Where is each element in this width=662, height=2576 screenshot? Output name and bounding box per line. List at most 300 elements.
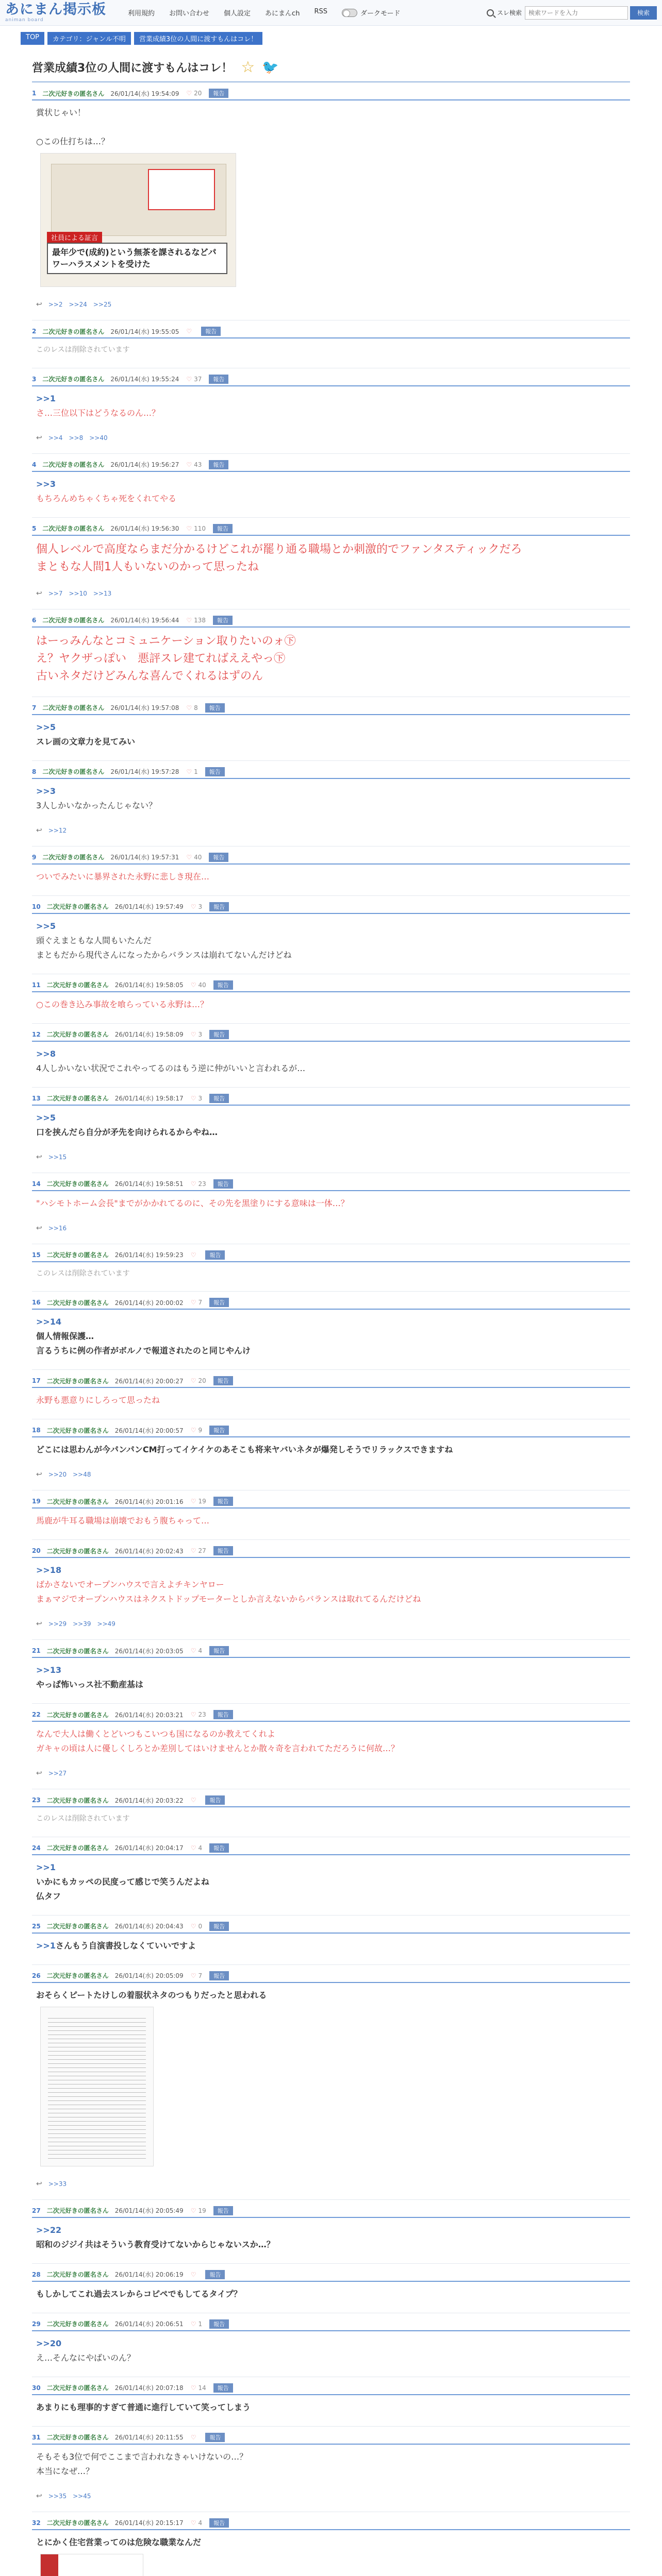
- post-date: 26/01/14(水) 19:57:28: [110, 768, 179, 776]
- heart-icon[interactable]: ♡: [190, 1498, 196, 1505]
- favorite-star-icon[interactable]: ☆: [241, 58, 255, 76]
- reply-link[interactable]: >>24: [69, 301, 87, 308]
- post-number[interactable]: 2: [32, 328, 37, 335]
- heart-icon[interactable]: ♡: [190, 2384, 196, 2392]
- report-button[interactable]: 報告: [209, 2518, 229, 2528]
- reply-icon: ↩: [36, 1769, 42, 1778]
- twitter-share-icon[interactable]: 🐦: [262, 59, 279, 75]
- post-number[interactable]: 6: [32, 616, 37, 624]
- post-author: 二次元好きの匿名さん: [42, 328, 105, 335]
- post-line: なんで大人は働くとどいつもこいつも国になるのか教えてくれよ: [36, 1729, 276, 1739]
- post-author: 二次元好きの匿名さん: [42, 704, 105, 712]
- report-button[interactable]: 報告: [201, 327, 221, 336]
- like-count: 3: [198, 1030, 203, 1038]
- post-number[interactable]: 5: [32, 524, 37, 532]
- post-line: ○この仕打ちは…？: [36, 137, 109, 146]
- post-author: 二次元好きの匿名さん: [46, 2384, 109, 2392]
- report-button[interactable]: 報告: [213, 980, 233, 990]
- anchor-link[interactable]: >>1: [36, 1862, 56, 1872]
- post: [32, 1837, 630, 1916]
- post-line: 個人情報保護…: [36, 1331, 94, 1342]
- like-count: 7: [198, 1299, 203, 1307]
- report-button[interactable]: 報告: [213, 1546, 233, 1555]
- post-line: ○この巻き込み事故を喰らっている永野は…？: [36, 999, 208, 1009]
- post-date: 26/01/14(水) 20:00:27: [114, 1377, 184, 1385]
- like-count: 7: [198, 1972, 203, 1979]
- reply-link[interactable]: >>12: [48, 826, 67, 834]
- breadcrumb-top[interactable]: TOP: [21, 32, 44, 45]
- post-body: [32, 1860, 630, 1904]
- post: [32, 518, 630, 609]
- report-button[interactable]: 報告: [205, 1795, 225, 1805]
- reply-link[interactable]: >>13: [93, 589, 112, 597]
- report-button[interactable]: 報告: [209, 1030, 229, 1039]
- reply-links: [32, 576, 630, 598]
- post: [32, 896, 630, 974]
- reply-links: [32, 2166, 630, 2188]
- report-button[interactable]: 報告: [209, 375, 228, 384]
- heart-icon[interactable]: ♡: [186, 616, 192, 624]
- reply-links: [32, 1606, 630, 1628]
- heart-icon[interactable]: ♡: [190, 2519, 196, 2527]
- report-button[interactable]: 報告: [205, 2270, 225, 2279]
- reply-link[interactable]: >>29: [48, 1620, 67, 1628]
- anchor-link[interactable]: >>18: [36, 1565, 62, 1575]
- post-date: 26/01/14(水) 19:58:09: [114, 1031, 184, 1039]
- reply-link[interactable]: >>25: [93, 301, 112, 308]
- nav-terms-link[interactable]: 利用規約: [128, 10, 155, 18]
- post-line: [36, 1939, 630, 1953]
- heart-icon[interactable]: ♡: [186, 375, 192, 383]
- post-line: 4人しかいない状況でこれやってるのはもう逆に仲がいいと言われるが…: [36, 1063, 306, 1073]
- like-count: 110: [194, 524, 206, 532]
- nav-contact-link[interactable]: お問い合わせ: [169, 10, 210, 18]
- post-line: 口を挟んだら自分が矛先を向けられるからやね…: [36, 1127, 218, 1137]
- post-header: [32, 2319, 630, 2331]
- post: [32, 1640, 630, 1704]
- like-count: 1: [198, 2320, 203, 2328]
- heart-icon[interactable]: ♡: [190, 1251, 196, 1259]
- post-body: [32, 870, 630, 884]
- reply-link[interactable]: >>40: [89, 434, 108, 442]
- post-number[interactable]: 21: [32, 1647, 41, 1655]
- post: [32, 2264, 630, 2313]
- post: [32, 2200, 630, 2264]
- reply-links: [32, 287, 630, 309]
- post-number[interactable]: 25: [32, 1922, 41, 1930]
- post-header: [32, 327, 630, 338]
- post-number[interactable]: 26: [32, 1972, 41, 1979]
- post-author: 二次元好きの匿名さん: [46, 1972, 109, 1980]
- heart-icon[interactable]: ♡: [190, 1377, 196, 1385]
- post-number[interactable]: 20: [32, 1547, 41, 1555]
- post: [32, 368, 630, 454]
- heart-icon[interactable]: ♡: [186, 524, 192, 532]
- anchor-link[interactable]: >>3: [36, 786, 56, 796]
- post-number[interactable]: 17: [32, 1377, 41, 1385]
- heart-icon[interactable]: ♡: [190, 1427, 196, 1434]
- post-number[interactable]: 27: [32, 2207, 41, 2214]
- post-header: [32, 1843, 630, 1855]
- post: [32, 1173, 630, 1244]
- post-body: [32, 919, 630, 962]
- image-frame: [148, 169, 215, 210]
- post-author: 二次元好きの匿名さん: [42, 768, 105, 776]
- post: [32, 1370, 630, 1419]
- post-number[interactable]: 3: [32, 375, 37, 383]
- report-button[interactable]: 報告: [209, 2319, 229, 2329]
- report-button[interactable]: 報告: [209, 89, 228, 98]
- post-line: まともだから現代さんになったからバランスは崩れてないんだけどね: [36, 950, 292, 960]
- reply-link[interactable]: >>16: [48, 1224, 67, 1232]
- post-body: [32, 1727, 630, 1756]
- post-header: [32, 1497, 630, 1509]
- page-title: 営業成績3位の人間に渡すもんはコレ！: [32, 62, 233, 75]
- post-date: 26/01/14(水) 19:54:09: [110, 90, 179, 97]
- post-number[interactable]: 28: [32, 2270, 41, 2278]
- post-header: [32, 375, 630, 386]
- post-number[interactable]: 24: [32, 1844, 41, 1852]
- post-body: [32, 2287, 630, 2301]
- reply-icon: ↩: [36, 2492, 42, 2500]
- post-number[interactable]: 10: [32, 903, 41, 910]
- reply-link[interactable]: >>10: [69, 589, 87, 597]
- like-count: 4: [198, 1647, 203, 1655]
- heart-icon[interactable]: ♡: [190, 1844, 196, 1852]
- heart-icon[interactable]: ♡: [190, 1711, 196, 1719]
- report-button[interactable]: 報告: [205, 2433, 225, 2442]
- post-date: 26/01/14(水) 19:55:24: [110, 376, 179, 383]
- post-author: 二次元好きの匿名さん: [42, 854, 105, 861]
- report-button[interactable]: 報告: [209, 1971, 229, 1980]
- post-image[interactable]: [40, 153, 236, 287]
- reply-link[interactable]: >>27: [48, 1770, 67, 1777]
- reply-icon: ↩: [36, 300, 42, 309]
- post-body: [32, 1563, 630, 1606]
- post-number[interactable]: 7: [32, 704, 37, 711]
- post: [32, 761, 630, 846]
- post-author: 二次元好きの匿名さん: [42, 525, 105, 532]
- anchor-link[interactable]: >>13: [36, 1665, 62, 1675]
- post: [32, 2512, 630, 2576]
- post-header: [32, 2518, 630, 2530]
- reply-link[interactable]: >>7: [48, 589, 63, 597]
- reply-link[interactable]: >>48: [73, 1471, 91, 1479]
- heart-icon[interactable]: ♡: [190, 1180, 196, 1188]
- like-count: 4: [198, 1844, 203, 1852]
- reply-icon: ↩: [36, 1153, 42, 1161]
- anchor-link[interactable]: >>3: [36, 479, 56, 489]
- report-button[interactable]: 報告: [209, 1646, 229, 1655]
- post-body: [32, 106, 630, 287]
- post-date: 26/01/14(水) 19:56:44: [110, 617, 179, 624]
- book-cover-band: [41, 2554, 58, 2576]
- report-button[interactable]: 報告: [213, 1497, 233, 1506]
- post-number[interactable]: 9: [32, 853, 37, 861]
- post-date: 26/01/14(水) 20:05:09: [114, 1972, 184, 1980]
- post-number[interactable]: 4: [32, 461, 37, 468]
- report-button[interactable]: 報告: [209, 902, 229, 911]
- post-header: [32, 853, 630, 865]
- report-button[interactable]: 報告: [209, 853, 228, 862]
- post-line: [36, 120, 630, 134]
- post-header: [32, 1250, 630, 1262]
- heart-icon[interactable]: ♡: [186, 704, 192, 711]
- anchor-link[interactable]: >>14: [36, 1317, 62, 1327]
- post-line: 仏タフ: [36, 1891, 61, 1901]
- report-button[interactable]: 報告: [213, 2206, 233, 2215]
- post-number[interactable]: 18: [32, 1427, 41, 1434]
- report-button[interactable]: 報告: [209, 1094, 229, 1103]
- post-line: 永野も悪意りにしろって思ったね: [36, 1395, 160, 1405]
- report-button[interactable]: 報告: [205, 703, 225, 713]
- report-button[interactable]: 報告: [213, 2383, 233, 2393]
- report-button[interactable]: 報告: [209, 1843, 229, 1853]
- post-author: 二次元好きの匿名さん: [46, 1377, 109, 1385]
- post-line: 頭ぐえまともな人間もいたんだ: [36, 935, 152, 945]
- post-header: [32, 767, 630, 779]
- report-button[interactable]: 報告: [209, 1922, 229, 1931]
- post-header: [32, 2270, 630, 2282]
- heart-icon[interactable]: ♡: [186, 461, 192, 468]
- post-date: 26/01/14(水) 19:56:30: [110, 525, 179, 532]
- post-body: [32, 1111, 630, 1140]
- post-body: [32, 2450, 630, 2479]
- post-line: はーっみんなとコミュニケーション取りたいのォ㊦: [36, 634, 296, 648]
- post-line: まぁマジでオープンハウスはネクストドップモーターとしか言えないからバランスは取れてるんだけどね: [36, 1594, 421, 1604]
- post-header: [32, 1376, 630, 1388]
- post-body: [32, 1812, 630, 1825]
- post-date: 26/01/14(水) 20:11:55: [114, 2434, 184, 2442]
- toggle-switch[interactable]: [342, 9, 357, 17]
- post-number[interactable]: 1: [32, 90, 37, 97]
- like-count: 23: [198, 1180, 206, 1188]
- report-button[interactable]: 報告: [209, 460, 228, 469]
- anchor-link[interactable]: >>8: [36, 1048, 56, 1059]
- post-body: [32, 392, 630, 420]
- post: [32, 454, 630, 518]
- reply-links: [32, 420, 630, 442]
- report-button[interactable]: 報告: [213, 1376, 233, 1385]
- heart-icon[interactable]: ♡: [190, 1547, 196, 1555]
- post-date: 26/01/14(水) 20:00:57: [114, 1427, 184, 1434]
- heart-icon[interactable]: ♡: [190, 1647, 196, 1655]
- reply-link[interactable]: >>33: [48, 2180, 67, 2188]
- post-header: [32, 2383, 630, 2395]
- post-line: さ…三位以下はどうなるのん…？: [36, 408, 160, 418]
- post: [32, 1490, 630, 1540]
- breadcrumb-thread[interactable]: 営業成績3位の人間に渡すもんはコレ！: [134, 32, 262, 45]
- post-date: 26/01/14(水) 19:58:51: [114, 1180, 184, 1188]
- report-button[interactable]: 報告: [213, 1710, 233, 1719]
- reply-links: [32, 1756, 630, 1777]
- thread-container: [0, 49, 662, 2576]
- nav-animanch-link[interactable]: あにまんch: [265, 10, 300, 18]
- anchor-link[interactable]: >>22: [36, 2225, 62, 2235]
- post-line-text: さんもう自演書投しなくていいですよ: [55, 1940, 196, 1951]
- post-header: [32, 1426, 630, 1437]
- reply-link[interactable]: >>45: [73, 2492, 91, 2500]
- report-button[interactable]: 報告: [205, 1250, 225, 1260]
- heart-icon[interactable]: ♡: [190, 1797, 196, 1804]
- reply-link[interactable]: >>20: [48, 1471, 67, 1479]
- report-button[interactable]: 報告: [205, 767, 225, 776]
- like-count: 3: [198, 903, 203, 910]
- logo-subtext: animan board: [5, 18, 44, 23]
- reply-links: [32, 813, 630, 835]
- post-header: [32, 1971, 630, 1983]
- deleted-notice: このレスは削除されています: [36, 346, 130, 354]
- post-image[interactable]: [40, 2007, 154, 2166]
- post-line: 古いネタだけどみんな喜んでくれるはずのん: [36, 669, 263, 683]
- dark-mode-toggle[interactable]: [342, 8, 400, 18]
- breadcrumb: [0, 26, 662, 49]
- search-button[interactable]: 検索: [630, 6, 657, 20]
- like-count: 1: [194, 768, 198, 775]
- post-number[interactable]: 8: [32, 768, 37, 775]
- anchor-link[interactable]: >>1: [36, 393, 56, 403]
- search-input[interactable]: [525, 6, 628, 20]
- like-count: 27: [198, 1547, 206, 1555]
- post-number[interactable]: 11: [32, 981, 41, 989]
- post-date: 26/01/14(水) 20:04:43: [114, 1923, 184, 1930]
- post-number[interactable]: 22: [32, 1711, 41, 1719]
- post-author: 二次元好きの匿名さん: [46, 2207, 109, 2215]
- post-list: [32, 82, 630, 2576]
- post-line: やっぱ怖いっス社不動産基は: [36, 1680, 144, 1690]
- post-number[interactable]: 12: [32, 1030, 41, 1038]
- post-number[interactable]: 32: [32, 2519, 41, 2527]
- post-date: 26/01/14(水) 19:55:05: [110, 328, 179, 335]
- reply-links: [32, 2479, 630, 2500]
- heart-icon[interactable]: ♡: [190, 1972, 196, 1979]
- reply-link[interactable]: >>35: [48, 2492, 67, 2500]
- post-header: [32, 2206, 630, 2218]
- post: [32, 82, 630, 320]
- post-number[interactable]: 30: [32, 2384, 41, 2392]
- post-body: [32, 997, 630, 1012]
- heart-icon[interactable]: ♡: [190, 1922, 196, 1930]
- post-body: [32, 1393, 630, 1408]
- heart-icon[interactable]: ♡: [190, 2270, 196, 2278]
- post-author: 二次元好きの匿名さん: [46, 2271, 109, 2279]
- heart-icon[interactable]: ♡: [190, 2207, 196, 2214]
- reply-link[interactable]: >>8: [69, 434, 84, 442]
- heart-icon[interactable]: ♡: [190, 981, 196, 989]
- post-header: [32, 1179, 630, 1191]
- heart-icon[interactable]: ♡: [186, 853, 192, 861]
- heart-icon[interactable]: ♡: [190, 903, 196, 910]
- post-body: [32, 2400, 630, 2415]
- nav-settings-link[interactable]: 個人設定: [224, 10, 251, 18]
- post-body: [32, 1196, 630, 1211]
- post-date: 26/01/14(水) 20:00:02: [114, 1299, 184, 1307]
- post-body: [32, 1315, 630, 1358]
- like-count: 20: [198, 1377, 206, 1385]
- post-author: 二次元好きの匿名さん: [46, 1844, 109, 1852]
- post-line: 本当になぜ…？: [36, 2466, 94, 2476]
- post: [32, 1965, 630, 2200]
- reply-link[interactable]: >>39: [73, 1620, 91, 1628]
- post: [32, 1292, 630, 1370]
- reply-link[interactable]: >>15: [48, 1153, 67, 1161]
- heart-icon[interactable]: ♡: [190, 2320, 196, 2328]
- post-body: [32, 2535, 630, 2576]
- post-number[interactable]: 31: [32, 2433, 41, 2441]
- heart-icon[interactable]: ♡: [186, 768, 192, 775]
- search-icon: [487, 9, 494, 16]
- anchor-link[interactable]: >>1: [36, 1940, 56, 1951]
- heart-icon[interactable]: ♡: [186, 90, 192, 97]
- post-number[interactable]: 19: [32, 1498, 41, 1505]
- post-line: ついでみたいに暴界された永野に悲しき現在…: [36, 871, 210, 882]
- post-number[interactable]: 29: [32, 2320, 41, 2328]
- post-line: あまりにも理事的すぎて普通に進行していて笑ってしまう: [36, 2402, 251, 2412]
- report-button[interactable]: 報告: [209, 1426, 229, 1435]
- nav-rss-link[interactable]: RSS: [314, 8, 327, 15]
- post-body: [32, 1663, 630, 1692]
- post-header: [32, 1710, 630, 1722]
- post-line: おそらくピートたけしの着服状ネタのつもりだったと思われる: [36, 1990, 267, 2000]
- like-count: 3: [198, 1094, 203, 1102]
- anchor-link[interactable]: >>5: [36, 1112, 56, 1123]
- report-button[interactable]: 報告: [213, 616, 233, 625]
- post-header: [32, 1546, 630, 1558]
- post-number[interactable]: 13: [32, 1094, 41, 1102]
- post-number[interactable]: 23: [32, 1797, 41, 1804]
- post-line: ばかさないでオープンハウスで言えよチキンヤロー: [36, 1580, 224, 1590]
- heart-icon[interactable]: ♡: [190, 2433, 196, 2441]
- anchor-link[interactable]: >>5: [36, 722, 56, 732]
- heart-icon[interactable]: ♡: [190, 1030, 196, 1038]
- post-number[interactable]: 16: [32, 1299, 41, 1307]
- anchor-link[interactable]: >>20: [36, 2338, 62, 2348]
- post-number[interactable]: 15: [32, 1251, 41, 1259]
- report-button[interactable]: 報告: [213, 1179, 233, 1189]
- post-line: 3人しかいなかったんじゃない？: [36, 800, 157, 810]
- anchor-link[interactable]: >>5: [36, 921, 56, 931]
- report-button[interactable]: 報告: [213, 524, 233, 533]
- reply-link[interactable]: >>2: [48, 301, 63, 308]
- post-header: [32, 1922, 630, 1934]
- post-line: スレ画の文章力を見てみい: [36, 736, 136, 747]
- post-header: [32, 616, 630, 628]
- reply-links: [32, 1211, 630, 1232]
- post-header: [32, 1030, 630, 1042]
- reply-link[interactable]: >>4: [48, 434, 63, 442]
- heart-icon[interactable]: ♡: [186, 328, 192, 335]
- post-line: "ハシモトホーム会長"までがかかれてるのに、その先を黒塗りにする意味は一体…？: [36, 1198, 349, 1208]
- site-logo[interactable]: [5, 3, 106, 23]
- post-header: [32, 902, 630, 914]
- post-number[interactable]: 14: [32, 1180, 41, 1188]
- breadcrumb-category[interactable]: カテゴリ：ジャンル不明: [47, 32, 131, 45]
- reply-icon: ↩: [36, 589, 42, 598]
- post-line: え…そんなにやばいのん？: [36, 2352, 136, 2363]
- heart-icon[interactable]: ♡: [190, 1094, 196, 1102]
- reply-link[interactable]: >>49: [97, 1620, 115, 1628]
- post-author: 二次元好きの匿名さん: [46, 1180, 109, 1188]
- post-line: え？ヤクザっぽい 悪評スレ建てればええやっ㊦: [36, 652, 286, 665]
- post-author: 二次元好きの匿名さん: [46, 2519, 109, 2527]
- post-author: 二次元好きの匿名さん: [46, 1031, 109, 1039]
- heart-icon[interactable]: ♡: [190, 1299, 196, 1307]
- post: [32, 1789, 630, 1837]
- post-date: 26/01/14(水) 19:59:23: [114, 1251, 184, 1259]
- report-button[interactable]: 報告: [209, 1298, 229, 1307]
- post-image[interactable]: [40, 2554, 143, 2576]
- like-count: 37: [194, 375, 202, 383]
